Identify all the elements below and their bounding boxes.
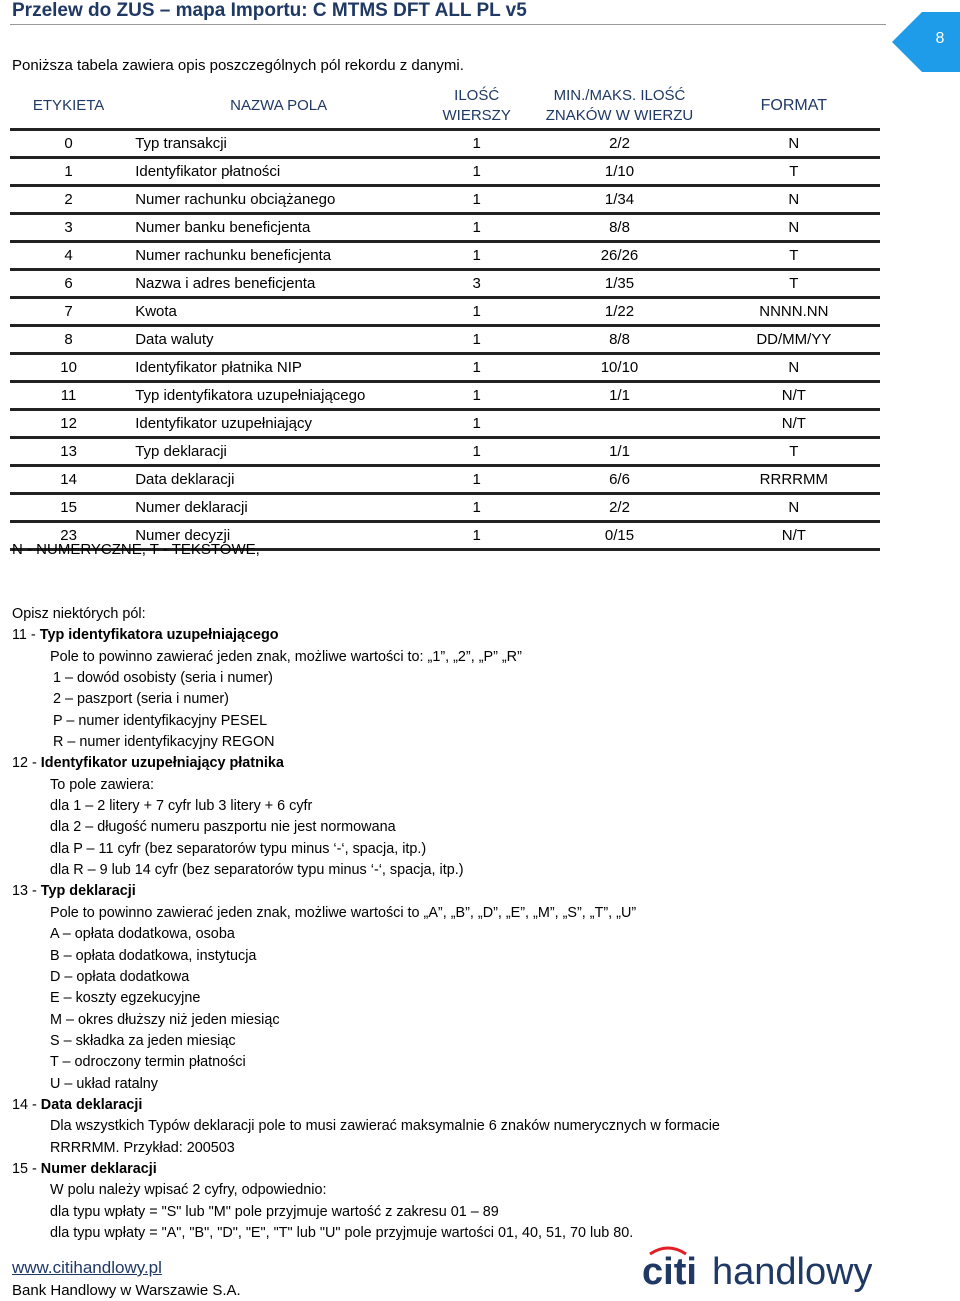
description-line: Pole to powinno zawierać jeden znak, możliwe wartości to: „1”, „2”, „P” „R”: [50, 648, 522, 665]
cell-char-range: 8/8: [531, 214, 707, 242]
citi-handlowy-logo: [642, 1244, 872, 1292]
page-number-tab: [892, 12, 960, 72]
description-line: B – opłata dodatkowa, instytucja: [50, 947, 257, 964]
table-row: [10, 410, 880, 438]
cell-format: T: [708, 438, 880, 466]
cell-label: 13: [10, 438, 127, 466]
cell-format: N/T: [708, 522, 880, 550]
cell-label: 23: [10, 522, 127, 550]
description-option: 1 – dowód osobisty (seria i numer): [53, 670, 273, 687]
table-row: [10, 130, 880, 158]
cell-format: N: [708, 354, 880, 382]
table-row: [10, 326, 880, 354]
cell-label: 7: [10, 298, 127, 326]
cell-format: N: [708, 214, 880, 242]
cell-format: N: [708, 186, 880, 214]
description-line: RRRRMM. Przykład: 200503: [50, 1139, 235, 1156]
cell-label: 4: [10, 242, 127, 270]
description-line: Pole to powinno zawierać jeden znak, możliwe wartości to „A”, „B”, „D”, „E”, „M”, „S”, „T”, „U”: [50, 904, 637, 921]
description-option: R – numer identyfikacyjny REGON: [53, 734, 275, 751]
col-header-chars: [531, 84, 707, 130]
description-line: Dla wszystkich Typów deklaracji pole to musi zawierać maksymalnie 6 znaków numerycznych w formacie: [50, 1118, 720, 1135]
cell-label: 2: [10, 186, 127, 214]
cell-label: 0: [10, 130, 127, 158]
table-row: [10, 354, 880, 382]
description-line: dla typu wpłaty = "S" lub "M" pole przyjmuje wartość z zakresu 01 – 89: [50, 1203, 499, 1220]
cell-format: N/T: [708, 410, 880, 438]
description-heading: [12, 1095, 892, 1116]
cell-field-name: Data deklaracji: [127, 466, 422, 494]
description-heading: [12, 881, 892, 902]
col-header-chars-line1: MIN./MAKS. ILOŚĆ: [553, 87, 686, 104]
description-line: dla typu wpłaty = "A", "B", "D", "E", "T" lub "U" pole przyjmuje wartości 01, 40, 51, 70 lub 80.: [50, 1224, 634, 1241]
cell-field-name: Numer rachunku beneficjenta: [127, 242, 422, 270]
cell-field-name: Numer banku beneficjenta: [127, 214, 422, 242]
description-line: dla P – 11 cyfr (bez separatorów typu minus ‘-‘, spacja, itp.): [50, 840, 427, 857]
cell-field-name: Numer deklaracji: [127, 494, 422, 522]
table-row: [10, 186, 880, 214]
description-number: 15 -: [12, 1160, 41, 1177]
description-line: To pole zawiera:: [50, 776, 154, 793]
svg-text:handlowy: handlowy: [712, 1251, 872, 1292]
format-legend: N - NUMERYCZNE, T - TEKSTOWE,: [12, 541, 260, 558]
cell-char-range: 10/10: [531, 354, 707, 382]
description-heading: [12, 753, 892, 774]
cell-field-name: Identyfikator płatności: [127, 158, 422, 186]
description-heading: [12, 625, 892, 646]
cell-row-count: 1: [422, 242, 531, 270]
cell-format: T: [708, 242, 880, 270]
cell-row-count: 3: [422, 270, 531, 298]
cell-label: 12: [10, 410, 127, 438]
table-row: [10, 270, 880, 298]
cell-row-count: 1: [422, 214, 531, 242]
cell-char-range: 6/6: [531, 466, 707, 494]
cell-label: 14: [10, 466, 127, 494]
cell-format: NNNN.NN: [708, 298, 880, 326]
cell-row-count: 1: [422, 326, 531, 354]
table-row: [10, 466, 880, 494]
col-header-rows-line2: WIERSZY: [442, 107, 511, 124]
description-line: W polu należy wpisać 2 cyfry, odpowiednio:: [50, 1182, 327, 1199]
cell-row-count: 1: [422, 186, 531, 214]
table-row: [10, 214, 880, 242]
description-number: 14 -: [12, 1096, 41, 1113]
cell-label: 6: [10, 270, 127, 298]
page-number: 8: [935, 30, 945, 47]
cell-field-name: Numer rachunku obciążanego: [127, 186, 422, 214]
description-line: dla 1 – 2 litery + 7 cyfr lub 3 litery + 6 cyfr: [50, 798, 313, 815]
record-fields-table: [10, 84, 880, 551]
description-option: 2 – paszport (seria i numer): [53, 691, 229, 708]
description-heading: [12, 1159, 892, 1180]
description-line: U – układ ratalny: [50, 1075, 158, 1092]
cell-row-count: 1: [422, 410, 531, 438]
citi-logo-icon: [642, 1244, 872, 1292]
description-title: Typ identyfikatora uzupełniającego: [39, 627, 279, 644]
description-line: A – opłata dodatkowa, osoba: [50, 926, 235, 943]
table-row: [10, 298, 880, 326]
cell-row-count: 1: [422, 438, 531, 466]
table-row: [10, 242, 880, 270]
cell-format: T: [708, 270, 880, 298]
description-number: 13 -: [12, 883, 41, 900]
cell-format: N/T: [708, 382, 880, 410]
intro-text: Poniższa tabela zawiera opis poszczególnych pól rekordu z danymi.: [12, 57, 464, 74]
title-divider: [10, 24, 886, 25]
cell-field-name: Nazwa i adres beneficjenta: [127, 270, 422, 298]
description-line: M – okres dłuższy niż jeden miesiąc: [50, 1011, 280, 1028]
descriptions-heading: Opisz niektórych pól:: [12, 606, 146, 622]
cell-row-count: 1: [422, 466, 531, 494]
cell-label: 10: [10, 354, 127, 382]
description-number: 12 -: [12, 755, 41, 772]
cell-char-range: 1/22: [531, 298, 707, 326]
cell-char-range: 1/35: [531, 270, 707, 298]
description-line: E – koszty egzekucyjne: [50, 990, 201, 1007]
cell-field-name: Numer decyzji: [127, 522, 422, 550]
cell-char-range: 1/1: [531, 382, 707, 410]
table-header-row: [10, 84, 880, 130]
cell-field-name: Kwota: [127, 298, 422, 326]
table-row: [10, 158, 880, 186]
description-line: T – odroczony termin płatności: [50, 1054, 246, 1071]
table-row: [10, 382, 880, 410]
bank-name: Bank Handlowy w Warszawie S.A.: [12, 1282, 241, 1299]
description-title: Numer deklaracji: [40, 1160, 157, 1177]
document-title: Przelew do ZUS – mapa Importu: C MTMS DFT ALL PL v5: [12, 0, 527, 21]
cell-field-name: Identyfikator uzupełniający: [127, 410, 422, 438]
description-title: Typ deklaracji: [40, 883, 136, 900]
cell-field-name: Data waluty: [127, 326, 422, 354]
cell-label: 11: [10, 382, 127, 410]
cell-label: 8: [10, 326, 127, 354]
svg-text:citi: citi: [642, 1251, 697, 1292]
cell-field-name: Typ identyfikatora uzupełniającego: [127, 382, 422, 410]
cell-char-range: 26/26: [531, 242, 707, 270]
cell-format: N: [708, 494, 880, 522]
cell-format: RRRRMM: [708, 466, 880, 494]
cell-char-range: 8/8: [531, 326, 707, 354]
description-option: P – numer identyfikacyjny PESEL: [53, 712, 268, 729]
cell-row-count: 1: [422, 298, 531, 326]
cell-row-count: 1: [422, 354, 531, 382]
cell-field-name: Identyfikator płatnika NIP: [127, 354, 422, 382]
table-row: [10, 438, 880, 466]
description-title: Identyfikator uzupełniający płatnika: [40, 755, 284, 772]
cell-char-range: 2/2: [531, 130, 707, 158]
cell-row-count: 1: [422, 130, 531, 158]
col-header-rows-line1: ILOŚĆ: [454, 87, 500, 104]
cell-char-range: 2/2: [531, 494, 707, 522]
cell-format: T: [708, 158, 880, 186]
cell-field-name: Typ transakcji: [127, 130, 422, 158]
description-number: 11 -: [12, 627, 40, 644]
cell-label: 3: [10, 214, 127, 242]
col-header-rows: [422, 84, 531, 130]
description-title: Data deklaracji: [40, 1096, 143, 1113]
description-line: S – składka za jeden miesiąc: [50, 1032, 236, 1049]
cell-field-name: Typ deklaracji: [127, 438, 422, 466]
cell-label: 1: [10, 158, 127, 186]
cell-label: 15: [10, 494, 127, 522]
col-header-label: ETYKIETA: [10, 84, 127, 130]
cell-format: N: [708, 130, 880, 158]
cell-row-count: 1: [422, 382, 531, 410]
cell-char-range: [531, 410, 707, 438]
website-link[interactable]: www.citihandlowy.pl: [12, 1258, 162, 1277]
cell-char-range: 0/15: [531, 522, 707, 550]
cell-format: DD/MM/YY: [708, 326, 880, 354]
col-header-format: FORMAT: [708, 84, 880, 130]
field-descriptions: [12, 604, 892, 1244]
table-row: [10, 494, 880, 522]
description-line: dla R – 9 lub 14 cyfr (bez separatorów typu minus ‘-‘, spacja, itp.): [50, 862, 464, 879]
cell-row-count: 1: [422, 494, 531, 522]
cell-char-range: 1/10: [531, 158, 707, 186]
description-line: D – opłata dodatkowa: [50, 968, 190, 985]
col-header-chars-line2: ZNAKÓW W WIERZU: [545, 107, 694, 124]
cell-char-range: 1/1: [531, 438, 707, 466]
description-line: dla 2 – długość numeru paszportu nie jest normowana: [50, 819, 396, 836]
col-header-field-name: NAZWA POLA: [127, 84, 422, 130]
cell-char-range: 1/34: [531, 186, 707, 214]
cell-row-count: 1: [422, 158, 531, 186]
cell-row-count: 1: [422, 522, 531, 550]
